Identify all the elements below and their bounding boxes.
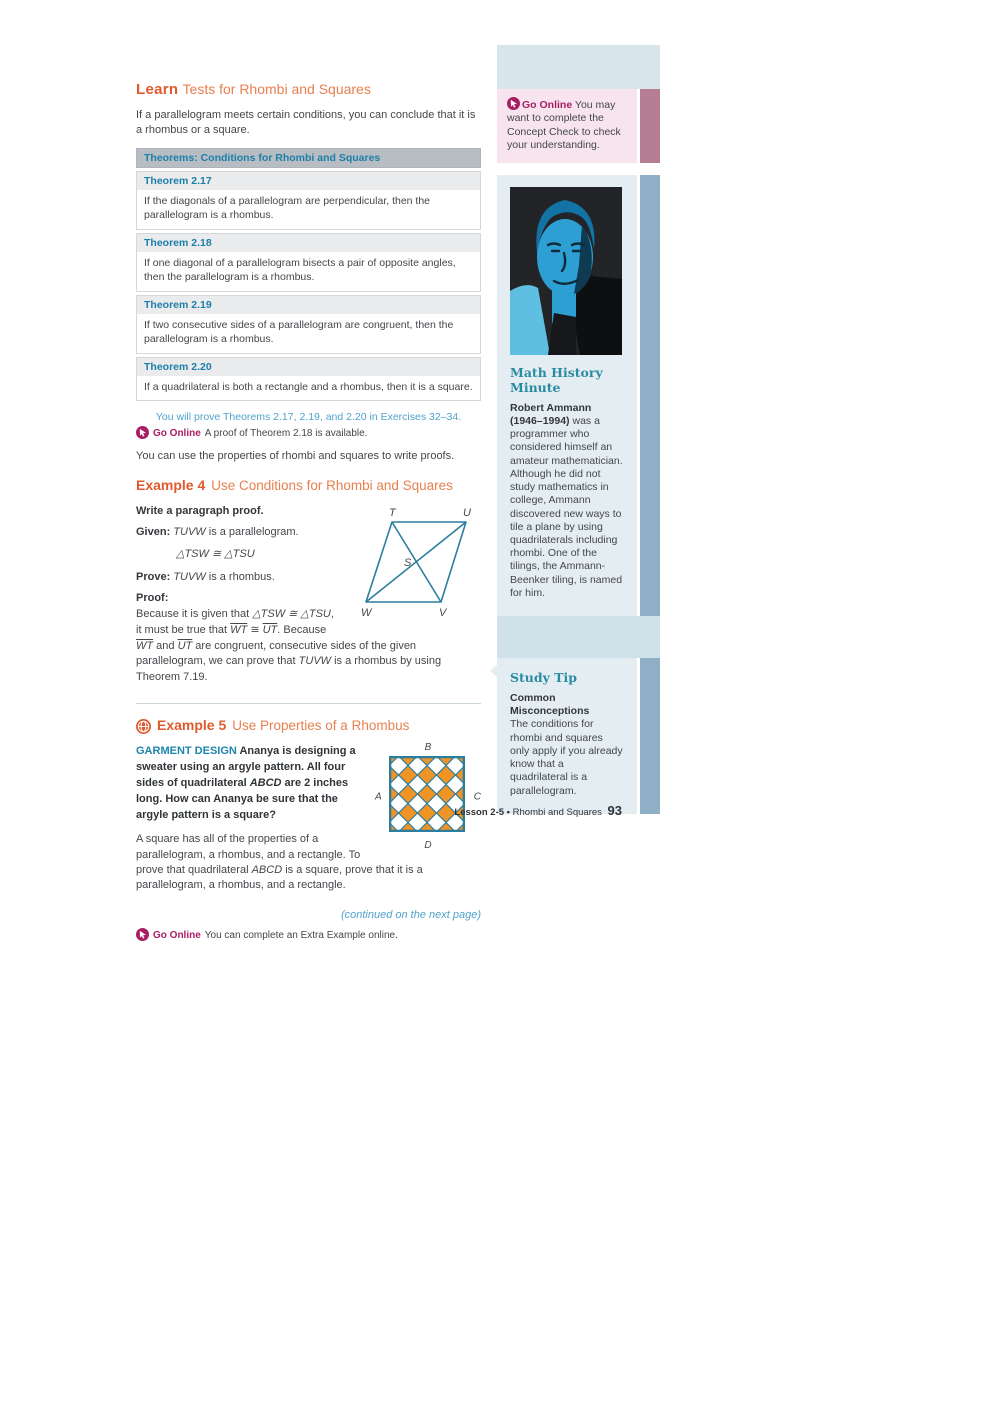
go-online-label[interactable]: Go Online: [153, 428, 201, 440]
parallelogram-diagram: [349, 504, 481, 625]
example4-label: Example 4: [136, 477, 206, 494]
given-line: Given: TUVW is a parallelogram.: [136, 526, 299, 539]
proof-paragraph: Because it is given that △TSW ≅ △TSU, it must be true that $\overline{WT}$ ≅ $\overline{UT}$. Because $\overline{WT}$ and $\overline{UT}$ are congruent, consecutive sides of the given parallelogram, we can prove that TUVW is a rhombus by using Theorem 7.19.: [136, 608, 442, 683]
vertex-label-A: A: [375, 791, 382, 803]
vertex-label-T: T: [389, 506, 396, 519]
example4-heading: [136, 478, 481, 493]
study-tip-box: [497, 658, 637, 814]
theorem-label: Theorem 2.18: [137, 234, 480, 252]
steel-accent-strip: [640, 658, 660, 814]
go-online-row: [136, 427, 481, 440]
theorem-label: Theorem 2.20: [137, 358, 480, 376]
math-history-name: Robert Ammann (1946–1994): [510, 401, 592, 427]
example5-body: [136, 741, 481, 893]
sidebar-mid-band: [497, 616, 660, 658]
vertex-label-C: C: [473, 791, 481, 803]
footer-bullet: •: [506, 806, 510, 818]
learn-label: Learn: [136, 81, 179, 98]
example5-title: Use Properties of a Rhombus: [232, 717, 410, 733]
callout-pointer: [490, 665, 497, 677]
go-online-text: A proof of Theorem 2.18 is available.: [204, 428, 368, 440]
square-properties-paragraph: A square has all of the properties of a parallelogram, a rhombus, and a rectangle. To prove that quadrilateral ABCD is a square, prove that it is a parallelogram, a rhombus, and a rectangle.: [136, 833, 423, 891]
theorem-text: If the diagonals of a parallelogram are perpendicular, then the parallelogram is a rhombus.: [137, 190, 480, 229]
proof-instruction: Write a paragraph proof.: [136, 504, 264, 517]
vertex-label-B: B: [424, 741, 432, 753]
go-online-icon[interactable]: [507, 97, 520, 110]
point-label-S: S: [404, 556, 412, 569]
robert-ammann-portrait: [510, 187, 622, 355]
theorem-text: If a quadrilateral is both a rectangle and a rhombus, then it is a square.: [137, 376, 480, 400]
example4-section: [136, 478, 481, 685]
vertex-label-W: W: [361, 606, 372, 619]
theorem-row: [136, 171, 481, 230]
go-online-icon[interactable]: [136, 426, 149, 439]
math-history-heading: Math History Minute: [510, 364, 603, 395]
sidebar: [497, 45, 660, 814]
theorem-row: [136, 295, 481, 354]
learn-intro: If a parallelogram meets certain conditions, you can conclude that it is a rhombus or a square.: [136, 108, 476, 136]
section-divider: [136, 703, 481, 704]
vertex-label-V: V: [439, 606, 447, 619]
theorem-row: [136, 233, 481, 292]
prove-note: You will prove Theorems 2.17, 2.19, and 2.20 in Exercises 32–34.: [155, 411, 462, 424]
example5-heading: [136, 718, 481, 733]
sidebar-top-band: [497, 45, 660, 89]
go-online-label[interactable]: Go Online: [522, 99, 573, 111]
page-number: 93: [607, 802, 622, 818]
learn-outro: You can use the properties of rhombi and squares to write proofs.: [136, 450, 455, 463]
go-online-label[interactable]: Go Online: [153, 930, 201, 942]
go-online-text: You can complete an Extra Example online.: [204, 930, 398, 942]
example4-body: [136, 504, 481, 686]
theorem-text: If two consecutive sides of a parallelogram are congruent, then the parallelogram is a rhombus.: [137, 314, 480, 353]
math-history-row: [497, 175, 660, 616]
concept-check-text: You may want to complete the Concept Check to check your understanding.: [507, 99, 621, 152]
concept-check-row: [497, 89, 660, 163]
theorem-row: [136, 357, 481, 401]
theorem-label: Theorem 2.19: [137, 296, 480, 314]
chapter-title: Rhombi and Squares: [512, 806, 602, 818]
prove-line: Prove: TUVW is a rhombus.: [136, 570, 275, 583]
given-congruence: △TSW ≅ △TSU: [176, 547, 255, 560]
theorem-label: Theorem 2.17: [137, 172, 480, 190]
study-tip-row: [497, 658, 660, 814]
vertex-label-D: D: [424, 839, 432, 851]
steel-accent-strip: [640, 175, 660, 616]
example5-label: Example 5: [157, 717, 227, 734]
learn-title: Tests for Rhombi and Squares: [182, 81, 371, 97]
go-online-row: [136, 929, 481, 942]
argyle-diagram: [375, 741, 481, 851]
sidebar-gap: [497, 163, 660, 175]
garment-design-paragraph: GARMENT DESIGN Ananya is designing a sweater using an argyle pattern. All four sides of quadrilateral ABCD are 2 inches long. How can Ananya be sure that the argyle pattern is a square?: [136, 744, 356, 821]
math-history-box: [497, 175, 637, 616]
math-history-text: Robert Ammann (1946–1994) was a programmer who considered himself an amateur mathematician. Although he did not study mathematics in college, Ammann discovered new ways to tile a plane by using quadrilaterals including rhombi. One of the tilings, the Ammann-Beenker tiling, is named for him.: [510, 401, 623, 599]
study-tip-text: Common Misconceptions The conditions for rhombi and squares only apply if you already know that a quadrilateral is a parallelogram.: [510, 692, 623, 797]
mauve-accent-strip: [640, 89, 660, 163]
argyle-pattern: [389, 756, 465, 832]
example4-title: Use Conditions for Rhombi and Squares: [211, 477, 453, 493]
globe-icon: [136, 719, 151, 734]
lesson-label: Lesson 2-5: [454, 806, 505, 818]
theorems-table: [136, 148, 481, 401]
example5-section: [136, 718, 481, 942]
theorems-table-header: Theorems: Conditions for Rhombi and Squares: [136, 148, 481, 168]
main-content: [136, 82, 481, 951]
vertex-label-U: U: [463, 506, 471, 519]
continued-note: (continued on the next page): [340, 909, 481, 922]
garment-design-tag: GARMENT DESIGN: [136, 744, 237, 757]
learn-section: [136, 82, 481, 464]
go-online-icon[interactable]: [136, 928, 149, 941]
theorem-text: If one diagonal of a parallelogram bisects a pair of opposite angles, then the parallelogram is a rhombus.: [137, 252, 480, 291]
page-footer: [136, 803, 622, 818]
study-tip-subheading: Common Misconceptions: [510, 692, 590, 718]
proof-label: Proof:: [136, 591, 169, 604]
study-tip-heading: Study Tip: [510, 670, 578, 686]
concept-check-callout: [497, 89, 637, 163]
learn-heading: [136, 82, 481, 99]
